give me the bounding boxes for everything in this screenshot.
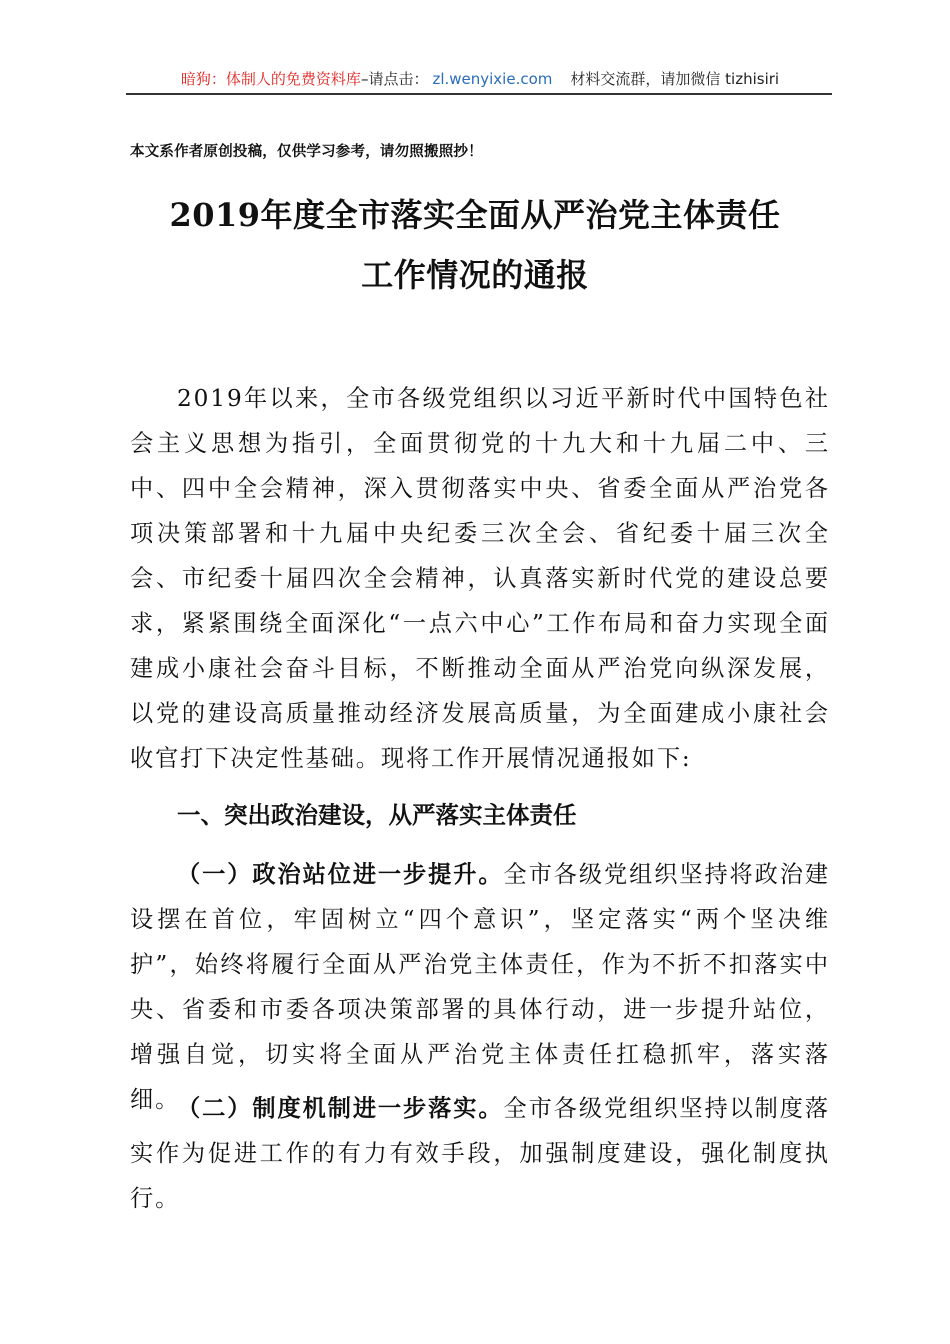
header-link[interactable]: zl.wenyixie.com bbox=[432, 70, 553, 88]
subsection-1-heading: （一）政治站位进一步提升。 bbox=[177, 861, 504, 888]
copyright-notice: 本文系作者原创投稿，仅供学习参考，请勿照搬照抄！ bbox=[130, 143, 483, 160]
subsection-2-heading: （二）制度机制进一步落实。 bbox=[177, 1095, 504, 1122]
subsection-2-paragraph bbox=[130, 1086, 830, 1221]
watermark-header bbox=[128, 66, 832, 92]
section-heading-1: 一、突出政治建设，从严落实主体责任 bbox=[177, 801, 577, 829]
header-divider bbox=[126, 93, 832, 95]
subsection-2-body: 全市各级党组织坚持以制度落实作为促进工作的有力有效手段，加强制度建设，强化制度执行。 bbox=[130, 1095, 830, 1212]
document-title-line1: 2019年度全市落实全面从严治党主体责任 bbox=[169, 196, 781, 234]
header-click-prefix: –请点击： bbox=[360, 70, 429, 88]
intro-paragraph: 2019年以来，全市各级党组织以习近平新时代中国特色社会主义思想为指引，全面贯彻党的十九大和十九届二中、三中、四中全会精神，深入贯彻落实中央、省委全面从严治党各项决策部署和十九届中央纪委三次全会、省纪委十届三次全会、市纪委十届四次全会精神，认真落实新时代党的建设总要求，紧紧围绕全面深化“一点六中心”工作布局和奋力实现全面建成小康社会奋斗目标，不断推动全面从严治党向纵深发展，以党的建设高质量推动经济发展高质量，为全面建成小康社会收官打下决定性基础。现将工作开展情况通报如下: bbox=[130, 385, 830, 772]
subsection-1-body: 全市各级党组织坚持将政治建设摆在首位，牢固树立“四个意识”，坚定落实“两个坚决维护”，始终将履行全面从严治党主体责任，作为不折不扣落实中央、省委和市委各项决策部署的具体行动，进一步提升站位，增强自觉，切实将全面从严治党主体责任扛稳抓牢，落实落细。 bbox=[130, 861, 830, 1113]
header-contact: 材料交流群，请加微信 tizhisiri bbox=[570, 70, 780, 88]
document-title-line2: 工作情况的通报 bbox=[361, 256, 589, 294]
header-brand: 暗狗：体制人的免费资料库 bbox=[180, 70, 361, 88]
subsection-1-paragraph bbox=[130, 852, 830, 1122]
